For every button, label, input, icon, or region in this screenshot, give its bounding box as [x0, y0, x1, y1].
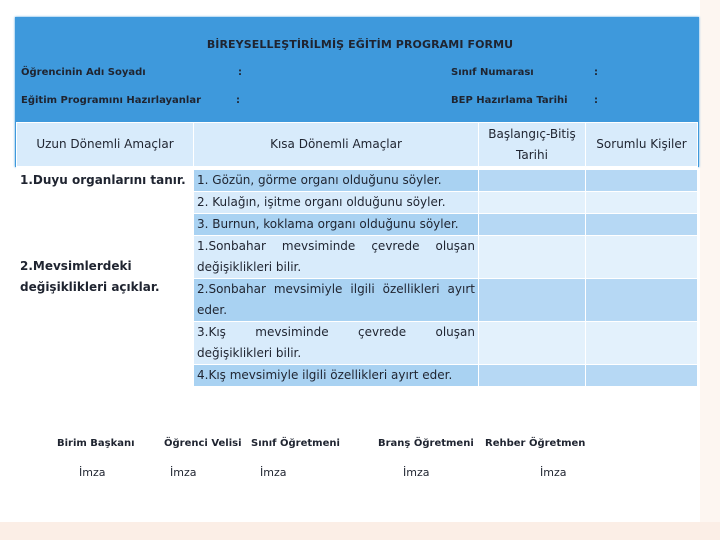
responsible-cell [586, 214, 698, 236]
signature-field: İmza [260, 466, 287, 479]
header-long-term: Uzun Dönemli Amaçlar [17, 123, 194, 167]
dates-cell [479, 322, 586, 365]
page-right-band [700, 0, 720, 522]
class-number-colon: : [594, 67, 598, 78]
signature-role-class-teacher: Sınıf Öğretmeni [251, 438, 340, 449]
bep-date-label: BEP Hazırlama Tarihi [451, 95, 568, 106]
class-number-label: Sınıf Numarası [451, 67, 534, 78]
dates-cell [479, 214, 586, 236]
responsible-cell [586, 322, 698, 365]
long-term-goal-2: 2.Mevsimlerdeki değişiklikleri açıklar. [17, 236, 194, 387]
responsible-cell [586, 170, 698, 192]
responsible-cell [586, 365, 698, 387]
short-term-goal: 3.Kış mevsiminde çevrede oluşan değişiklikleri bilir. [194, 322, 479, 365]
short-term-goal: 2.Sonbahar mevsimiyle ilgili özellikleri ayırt eder. [194, 279, 479, 322]
bep-date-colon: : [594, 95, 598, 106]
dates-cell [479, 236, 586, 279]
signature-field: İmza [170, 466, 197, 479]
signature-role-parent: Öğrenci Velisi [164, 438, 242, 449]
header-dates: Başlangıç-Bitiş Tarihi [479, 123, 586, 167]
responsible-cell [586, 192, 698, 214]
short-term-goal: 1.Sonbahar mevsiminde çevrede oluşan değişiklikleri bilir. [194, 236, 479, 279]
header-responsible: Sorumlu Kişiler [586, 123, 698, 167]
signature-field: İmza [403, 466, 430, 479]
short-term-goal: 3. Burnun, koklama organı olduğunu söyler. [194, 214, 479, 236]
page-bottom-band [0, 522, 720, 540]
signature-field: İmza [540, 466, 567, 479]
dates-cell [479, 365, 586, 387]
signature-role-branch-teacher: Branş Öğretmeni [378, 438, 474, 449]
student-name-colon: : [238, 67, 242, 78]
dates-cell [479, 192, 586, 214]
table-header-row [17, 123, 698, 167]
header-short-term: Kısa Dönemli Amaçlar [194, 123, 479, 167]
signature-field: İmza [79, 466, 106, 479]
short-term-goal: 2. Kulağın, işitme organı olduğunu söyler. [194, 192, 479, 214]
table-row [17, 236, 698, 279]
dates-cell [479, 170, 586, 192]
responsible-cell [586, 236, 698, 279]
form-title: BİREYSELLEŞTİRİLMİŞ EĞİTİM PROGRAMI FORMU [206, 38, 514, 51]
responsible-cell [586, 279, 698, 322]
prepared-by-colon: : [236, 95, 240, 106]
prepared-by-label: Eğitim Programını Hazırlayanlar [21, 95, 202, 106]
short-term-goal: 4.Kış mevsimiyle ilgili özellikleri ayırt eder. [194, 365, 479, 387]
signature-role-unit-head: Birim Başkanı [57, 438, 135, 449]
dates-cell [479, 279, 586, 322]
short-term-goal: 1. Gözün, görme organı olduğunu söyler. [194, 170, 479, 192]
table-row [17, 170, 698, 192]
student-name-label: Öğrencinin Adı Soyadı [21, 67, 146, 78]
signature-role-guidance-teacher: Rehber Öğretmen [485, 438, 586, 449]
program-table [16, 122, 698, 387]
long-term-goal-1: 1.Duyu organlarını tanır. [17, 170, 194, 236]
